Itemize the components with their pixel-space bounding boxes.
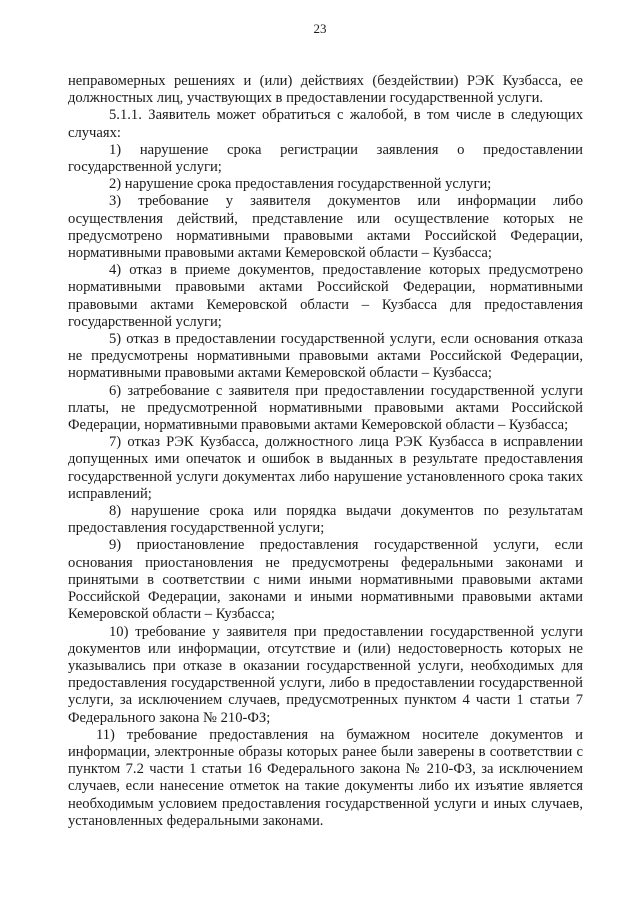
list-item-9: 9) приостановление предоставления государственной услуги, если основания приостановления не предусмотрены федеральными законами и принятыми в соответствии с ними иными нормативными правовыми актами Российской Федерации, законами и иными нормативными правовыми актами Кемеровской области – Кузбасса; (68, 537, 583, 623)
document-body (68, 73, 583, 830)
list-item-8: 8) нарушение срока или порядка выдачи документов по результатам предоставления государственной услуги; (68, 503, 583, 537)
list-item-1: 1) нарушение срока регистрации заявления о предоставлении государственной услуги; (68, 141, 583, 176)
list-item-6: 6) затребование с заявителя при предоставлении государственной услуги платы, не предусмотренной нормативными правовыми актами Российской Федерации, нормативными правовыми актами Кемеровской области – Кузбасса; (68, 382, 583, 434)
page-number: 23 (313, 21, 327, 36)
list-item-5: 5) отказ в предоставлении государственной услуги, если основания отказа не предусмотрены нормативными правовыми актами Российской Федерации, нормативными правовыми актами Кемеровской области – Кузбасса; (68, 331, 583, 382)
list-item-7: 7) отказ РЭК Кузбасса, должностного лица РЭК Кузбасса в исправлении допущенных ими опечаток и ошибок в выданных в результате предоставления государственной услуги документах либо нарушение установленного срока таких исправлений; (68, 434, 583, 502)
list-item-4: 4) отказ в приеме документов, предоставление которых предусмотрено нормативными правовыми актами Российской Федерации, нормативными правовыми актами Кемеровской области – Кузбасса для предоставления государственной услуги; (68, 262, 583, 330)
list-item-11: 11) требование предоставления на бумажном носителе документов и информации, электронные образы которых ранее были заверены в соответствии с пунктом 7.2 части 1 статьи 16 Федерального закона № 210-ФЗ, за исключением случаев, если нанесение отметок на такие документы либо их изъятие является необходимым условием предоставления государственной услуги и иных случаев, установленных федеральными законами. (68, 726, 583, 829)
paragraph-5-1-1: 5.1.1. Заявитель может обратиться с жалобой, в том числе в следующих случаях: (68, 107, 583, 141)
list-item-10: 10) требование у заявителя при предоставлении государственной услуги документов или информации, отсутствие и (или) недостоверность которых не указывались при отказе в оказании государственной услуги, необходимых для предоставления государственной услуги, либо в предоставлении государственной услуги, за исключением случаев, предусмотренных пунктом 4 части 1 статьи 7 Федерального закона № 210-ФЗ; (68, 623, 583, 726)
paragraph-continuation: неправомерных решениях и (или) действиях (бездействии) РЭК Кузбасса, ее должностных лиц, участвующих в предоставлении государственной услуги. (68, 73, 583, 107)
list-item-3: 3) требование у заявителя документов или информации либо осуществления действий, представление или осуществление которых не предусмотрено нормативными правовыми актами Российской Федерации, нормативными правовыми актами Кемеровской области – Кузбасса; (68, 193, 583, 262)
list-item-2: 2) нарушение срока предоставления государственной услуги; (109, 176, 492, 193)
